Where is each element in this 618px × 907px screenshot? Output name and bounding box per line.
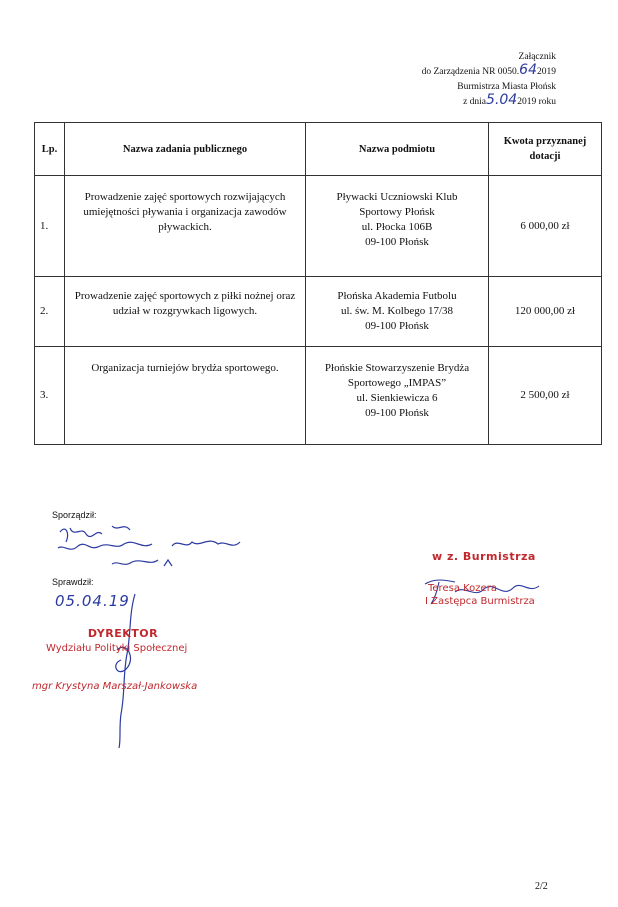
mayor-stamp-title: w z. Burmistrza bbox=[432, 550, 536, 563]
grant-amount: 120 000,00 zł bbox=[489, 277, 602, 347]
task-name: Prowadzenie zajęć sportowych rozwijających umiejętności pływania i organizacja zawodów pływackich. bbox=[65, 176, 306, 277]
ordinance-number: do Zarządzenia NR 0050.642019 bbox=[421, 62, 556, 78]
entity-name: Płońskie Stowarzyszenie Brydża Sportowego „IMPAS” ul. Sienkiewicza 6 09-100 Płońsk bbox=[306, 347, 489, 445]
entity-name: Płońska Akademia Futbolu ul. św. M. Kolbego 17/38 09-100 Płońsk bbox=[306, 277, 489, 347]
column-header-amount: Kwota przyznanej dotacji bbox=[489, 123, 602, 176]
prepared-by-label: Sporządził: bbox=[52, 510, 97, 520]
checked-by-date: 05.04.19 bbox=[55, 592, 130, 610]
mayor-stamp-role: I Zastępca Burmistrza bbox=[425, 596, 535, 607]
column-header-task: Nazwa zadania publicznego bbox=[65, 123, 306, 176]
attachment-header bbox=[296, 50, 556, 110]
page-number: 2/2 bbox=[535, 881, 548, 892]
director-signature bbox=[95, 590, 155, 750]
prepared-by-signature bbox=[52, 520, 262, 580]
director-stamp-department: Wydziału Polityki Społecznej bbox=[46, 643, 188, 654]
checked-by-label: Sprawdził: bbox=[52, 577, 94, 587]
table-row bbox=[35, 277, 602, 347]
handwritten-ordinance-number: 64 bbox=[519, 62, 537, 78]
table-header-row bbox=[35, 123, 602, 176]
row-number: 2. bbox=[35, 277, 65, 347]
issuer-name: Burmistrza Miasta Płońsk bbox=[457, 82, 556, 92]
grants-table bbox=[34, 122, 602, 445]
table-row bbox=[35, 347, 602, 445]
handwritten-date: 5.04 bbox=[486, 92, 518, 108]
column-header-entity: Nazwa podmiotu bbox=[306, 123, 489, 176]
director-stamp-title: DYREKTOR bbox=[87, 627, 159, 640]
column-header-lp: Lp. bbox=[35, 123, 65, 176]
grant-amount: 6 000,00 zł bbox=[489, 176, 602, 277]
mayor-stamp-name: Teresa Kozera bbox=[428, 583, 497, 594]
row-number: 1. bbox=[35, 176, 65, 277]
grant-amount: 2 500,00 zł bbox=[489, 347, 602, 445]
task-name: Organizacja turniejów brydża sportowego. bbox=[65, 347, 306, 445]
attachment-label: Załącznik bbox=[518, 52, 556, 62]
task-name: Prowadzenie zajęć sportowych z piłki nożnej oraz udział w rozgrywkach ligowych. bbox=[65, 277, 306, 347]
entity-name: Pływacki Uczniowski Klub Sportowy Płońsk ul. Płocka 106B 09-100 Płońsk bbox=[306, 176, 489, 277]
director-stamp-name: mgr Krystyna Marszał-Jankowska bbox=[32, 681, 198, 692]
table-row bbox=[35, 176, 602, 277]
ordinance-date: z dnia5.042019 roku bbox=[463, 92, 556, 108]
row-number: 3. bbox=[35, 347, 65, 445]
